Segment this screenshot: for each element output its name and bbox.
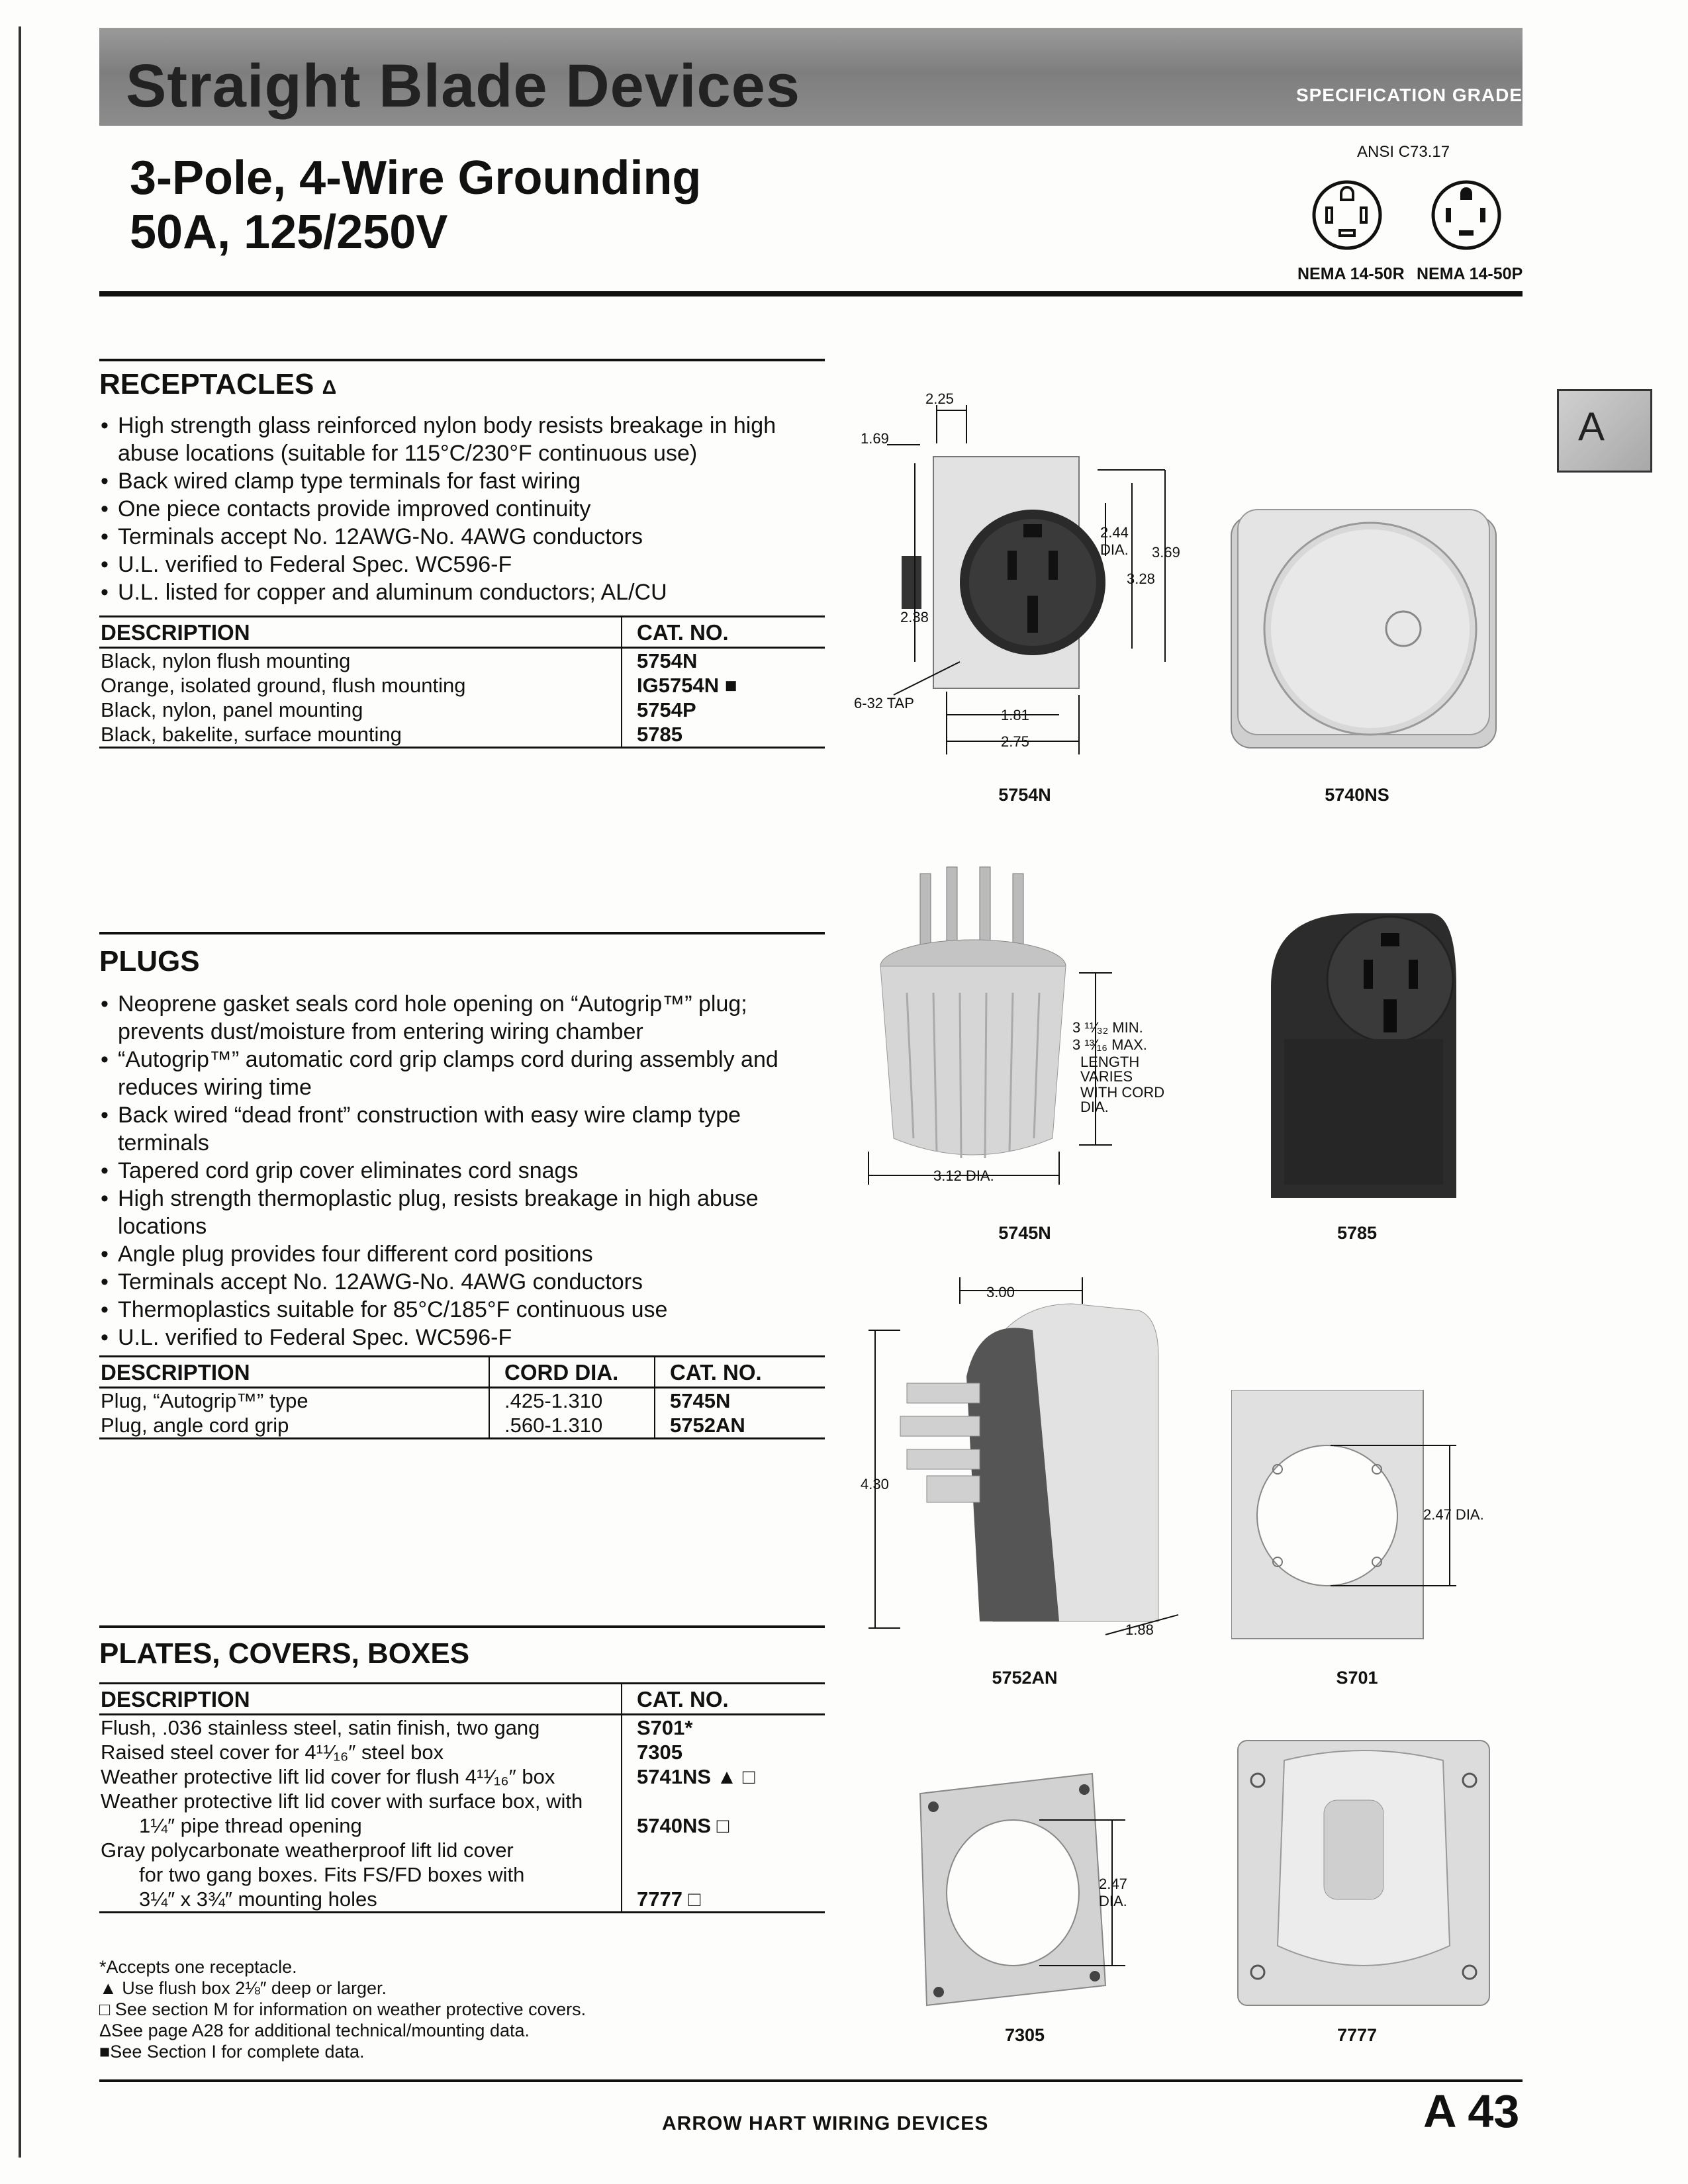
grade-label: SPECIFICATION GRADE [1295, 85, 1523, 105]
page-number: A 43 [1423, 2085, 1520, 2137]
column-header: DESCRIPTION [99, 617, 622, 648]
table-cell: Weather protective lift lid cover for flush 4¹¹⁄₁₆″ box [101, 1765, 555, 1788]
column-header: CAT. NO. [655, 1357, 825, 1388]
subtitle-poles: 3-Pole, 4-Wire Grounding [130, 152, 702, 205]
plates-title: PLATES, COVERS, BOXES [99, 1637, 470, 1670]
table-cell: 5752AN [655, 1413, 825, 1439]
receptacles-heading [99, 368, 336, 401]
list-item: • Terminals accept No. 12AWG-No. 4AWG conductors [99, 1268, 834, 1296]
figure-caption: S701 [1336, 1668, 1378, 1688]
plate-s701-figure [1231, 1390, 1503, 1641]
plug-5745n-figure [861, 860, 1205, 1198]
figure-caption: 7777 [1336, 2025, 1378, 2045]
dim-label: DIA. [1080, 1099, 1109, 1115]
table-cell: Black, nylon, panel mounting [101, 698, 363, 721]
margin-line [19, 26, 21, 2158]
list-item: • U.L. listed for copper and aluminum conductors; AL/CU [99, 578, 834, 606]
table-cell: 1¼″ pipe thread opening [139, 1814, 362, 1837]
footnote: ▲ Use flush box 2⅛″ deep or larger. [99, 1978, 387, 1998]
section-tab-letter: A [1578, 404, 1605, 449]
table-row [99, 1862, 825, 1887]
dim-label: 2.38 [900, 609, 929, 625]
table-cell: 3¼″ x 3¾″ mounting holes [99, 1887, 622, 1913]
table-cell: Flush, .036 stainless steel, satin finish, two gang [101, 1716, 540, 1739]
list-item: • Back wired clamp type terminals for fast wiring [99, 467, 834, 495]
receptacles-features [99, 412, 834, 606]
list-item: • One piece contacts provide improved continuity [99, 495, 834, 523]
section-rule [99, 932, 825, 934]
table-row [99, 722, 825, 748]
dim-label: 2.25 [925, 390, 954, 407]
dim-label: DIA. [1100, 541, 1129, 558]
dim-label: DIA. [1099, 1893, 1127, 1909]
list-item: • High strength glass reinforced nylon body resists breakage in high abuse locations (suitable for 115°C/230°F continuous use) [99, 412, 834, 467]
plug-5752an-figure [861, 1277, 1205, 1655]
table-cell [622, 1862, 825, 1887]
nema-receptacle-label: NEMA 14-50R [1297, 265, 1405, 283]
list-item: • Angle plug provides four different cord positions [99, 1240, 834, 1268]
list-item: • U.L. verified to Federal Spec. WC596-F [99, 551, 834, 578]
dim-label: 3.69 [1152, 544, 1180, 561]
table-cell: 7777 □ [622, 1887, 825, 1913]
figure-caption: 5745N [998, 1223, 1051, 1243]
nema-plug-label: NEMA 14-50P [1417, 265, 1523, 283]
table-row [99, 648, 825, 674]
cover-7777-figure [1231, 1734, 1496, 2012]
table-cell: Weather protective lift lid cover with surface box, with [101, 1790, 583, 1813]
header-divider [99, 291, 1523, 296]
dim-label: 3.12 DIA. [933, 1167, 994, 1184]
table-cell: 5740NS □ [622, 1813, 825, 1838]
table-cell: 5785 [622, 722, 825, 748]
dim-label: 1.69 [861, 430, 889, 447]
nema-14-50p-icon [1430, 179, 1503, 251]
table-row [99, 673, 825, 698]
dim-label: 6-32 TAP [854, 695, 914, 711]
receptacles-table [99, 615, 825, 749]
plugs-title: PLUGS [99, 945, 200, 978]
table-cell: 5741NS ▲ □ [622, 1764, 825, 1789]
list-item: • “Autogrip™” automatic cord grip clamps cord during assembly and reduces wiring time [99, 1046, 834, 1101]
column-header: CORD DIA. [489, 1357, 655, 1388]
dim-label: 3 ¹¹⁄₃₂ MIN. [1072, 1019, 1143, 1036]
plugs-table [99, 1355, 825, 1439]
table-header-row [99, 1684, 825, 1715]
table-row [99, 1740, 825, 1764]
table-header-row [99, 617, 825, 648]
footer-brand: ARROW HART WIRING DEVICES [662, 2113, 989, 2134]
table-cell: Orange, isolated ground, flush mounting [101, 674, 466, 697]
table-cell [622, 1789, 825, 1813]
dim-label: 2.75 [1001, 733, 1029, 750]
table-cell: S701* [622, 1715, 825, 1741]
footnote: ■See Section I for complete data. [99, 2042, 365, 2062]
table-cell: for two gang boxes. Fits FS/FD boxes with [139, 1863, 525, 1886]
receptacles-title: RECEPTACLES [99, 368, 314, 400]
dim-label: 2.47 DIA. [1423, 1506, 1484, 1523]
plugs-features [99, 990, 834, 1351]
receptacle-5785-figure [1258, 907, 1470, 1211]
column-header: CAT. NO. [622, 617, 825, 648]
page-title: Straight Blade Devices [126, 52, 801, 120]
figure-caption: 5754N [998, 785, 1051, 805]
footnote: *Accepts one receptacle. [99, 1957, 297, 1977]
table-cell: 7305 [622, 1740, 825, 1764]
footer-rule [99, 2079, 1523, 2082]
table-header-row [99, 1357, 825, 1388]
column-header: DESCRIPTION [99, 1684, 622, 1715]
cover-5740ns-figure [1225, 503, 1503, 754]
table-cell: 5754P [622, 698, 825, 722]
dim-label: VARIES [1080, 1068, 1133, 1085]
list-item: • Neoprene gasket seals cord hole opening on “Autogrip™” plug; prevents dust/moisture from entering wiring chamber [99, 990, 834, 1046]
figure-caption: 5785 [1336, 1223, 1378, 1243]
table-cell: IG5754N ■ [622, 673, 825, 698]
table-cell: .425-1.310 [489, 1388, 655, 1414]
nema-14-50r-icon [1311, 179, 1383, 251]
table-row [99, 1413, 825, 1439]
table-cell: 5754N [622, 648, 825, 674]
figure-caption: 5740NS [1325, 785, 1389, 805]
figure-caption: 5752AN [992, 1668, 1058, 1688]
footnote: □ See section M for information on weather protective covers. [99, 1999, 586, 2019]
dim-label: 1.88 [1125, 1621, 1154, 1638]
table-cell: Plug, “Autogrip™” type [101, 1389, 308, 1412]
table-cell: .560-1.310 [489, 1413, 655, 1439]
column-header: CAT. NO. [622, 1684, 825, 1715]
table-cell: Black, bakelite, surface mounting [99, 722, 622, 748]
table-row [99, 1813, 825, 1838]
dim-label: WITH CORD [1080, 1084, 1165, 1101]
table-cell: Plug, angle cord grip [99, 1413, 489, 1439]
dim-label: 3.28 [1127, 570, 1155, 587]
dim-label: LENGTH [1080, 1054, 1140, 1070]
list-item: • Terminals accept No. 12AWG-No. 4AWG conductors [99, 523, 834, 551]
dim-label: 1.81 [1001, 707, 1029, 723]
table-cell [622, 1838, 825, 1862]
cover-7305-figure [907, 1767, 1185, 2019]
receptacle-5754n-figure [854, 384, 1198, 768]
column-header: DESCRIPTION [99, 1357, 489, 1388]
dim-label: 2.47 [1099, 1876, 1127, 1892]
ansi-standard: ANSI C73.17 [1357, 143, 1450, 161]
table-row [99, 1764, 825, 1789]
table-row [99, 1388, 825, 1414]
list-item: • Thermoplastics suitable for 85°C/185°F continuous use [99, 1296, 834, 1324]
table-row [99, 1838, 825, 1862]
dim-label: 3 ¹³⁄₁₆ MAX. [1072, 1036, 1147, 1053]
section-rule [99, 1625, 825, 1628]
plates-table [99, 1682, 825, 1913]
table-cell: Raised steel cover for 4¹¹⁄₁₆″ steel box [101, 1741, 444, 1764]
table-row [99, 1715, 825, 1741]
footnotes [99, 1956, 586, 2062]
figure-caption: 7305 [1004, 2025, 1045, 2045]
list-item: • U.L. verified to Federal Spec. WC596-F [99, 1324, 834, 1351]
table-cell: 5745N [655, 1388, 825, 1414]
table-row [99, 1789, 825, 1813]
dim-label: 2.44 [1100, 524, 1129, 541]
dim-label: 3.00 [986, 1284, 1015, 1300]
list-item: • Tapered cord grip cover eliminates cord snags [99, 1157, 834, 1185]
delta-mark: Δ [322, 377, 337, 398]
dim-label: 4.30 [861, 1476, 889, 1492]
footnote: ΔSee page A28 for additional technical/mounting data. [99, 2021, 530, 2040]
list-item: • High strength thermoplastic plug, resists breakage in high abuse locations [99, 1185, 834, 1240]
table-cell: Black, nylon flush mounting [101, 649, 351, 672]
table-row [99, 698, 825, 722]
list-item: • Back wired “dead front” construction with easy wire clamp type terminals [99, 1101, 834, 1157]
subtitle-rating: 50A, 125/250V [130, 206, 448, 259]
section-rule [99, 359, 825, 361]
table-cell: Gray polycarbonate weatherproof lift lid cover [101, 1839, 514, 1862]
table-row [99, 1887, 825, 1913]
